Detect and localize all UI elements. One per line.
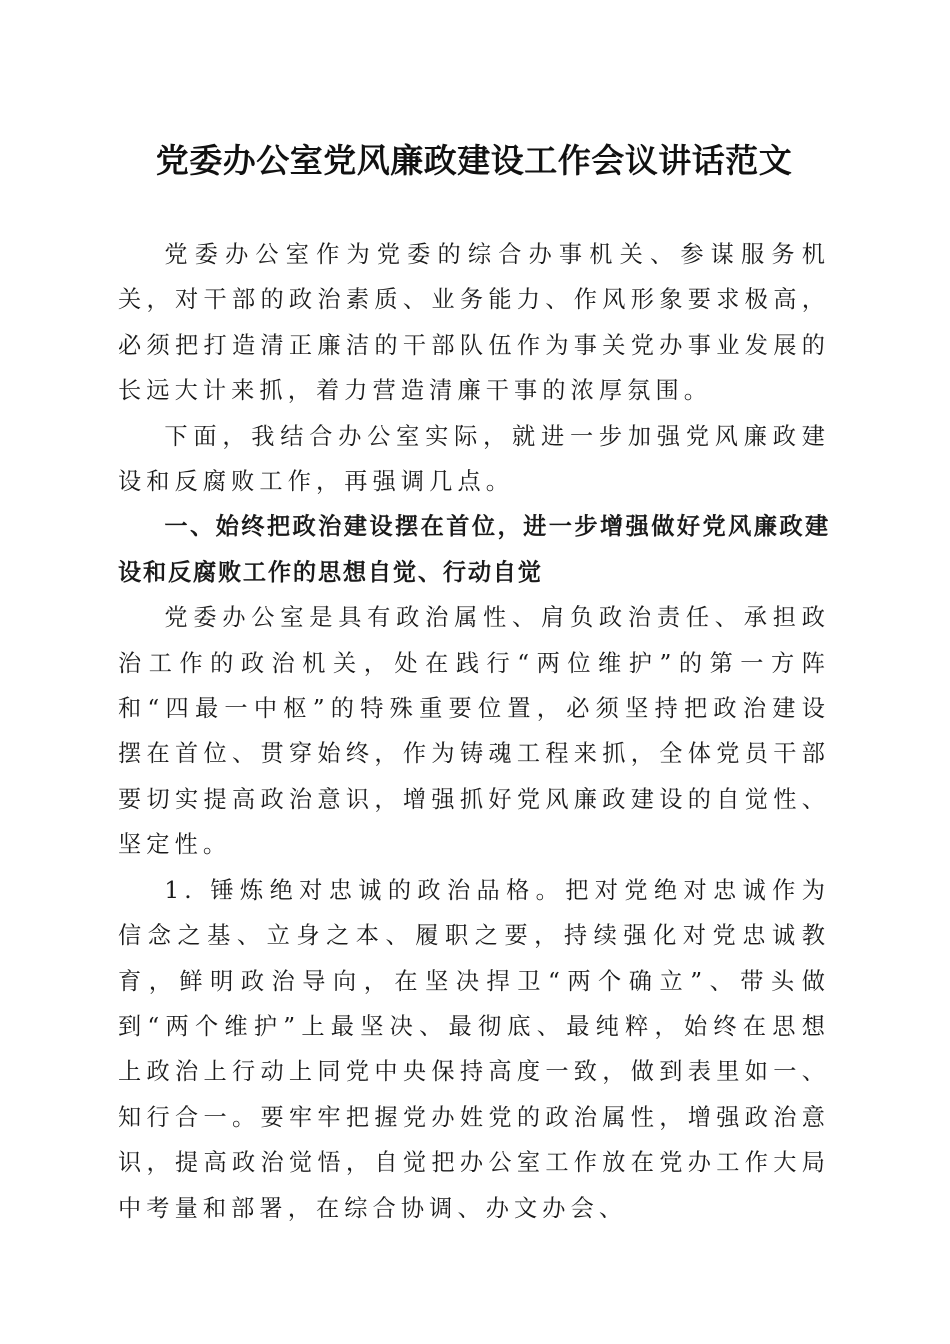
section-heading-1: 一、始终把政治建设摆在首位，进一步增强做好党风廉政建设和反腐败工作的思想自觉、行动自觉	[118, 513, 830, 586]
paragraph-transition: 下面，我结合办公室实际，就进一步加强党风廉政建设和反腐败工作，再强调几点。	[118, 422, 830, 496]
paragraph-intro: 党委办公室作为党委的综合办事机关、参谋服务机关，对干部的政治素质、业务能力、作风形象要求极高，必须把打造清正廉洁的干部队伍作为事关党办事业发展的长远大计来抓，着力营造清廉干事的浓厚氛围。	[118, 241, 830, 405]
document-title: 党委办公室党风廉政建设工作会议讲话范文	[155, 141, 793, 180]
paragraph-section-1: 党委办公室是具有政治属性、肩负政治责任、承担政治工作的政治机关，处在践行“两位维护”的第一方阵和“四最一中枢”的特殊重要位置，必须坚持把政治建设摆在首位、贯穿始终，作为铸魂工程来抓，全体党员干部要切实提高政治意识，增强抓好党风廉政建设的自觉性、坚定性。	[118, 604, 830, 859]
document-body	[118, 232, 830, 1231]
paragraph-point-1: 1. 锤炼绝对忠诚的政治品格。把对党绝对忠诚作为信念之基、立身之本、履职之要，持续强化对党忠诚教育，鲜明政治导向，在坚决捍卫“两个确立”、带头做到“两个维护”上最坚决、最彻底、最纯粹，始终在思想上政治上行动上同党中央保持高度一致，做到表里如一、知行合一。要牢牢把握党办姓党的政治属性，增强政治意识，提高政治觉悟，自觉把办公室工作放在党办工作大局中考量和部署，在综合协调、办文办会、	[118, 876, 830, 1222]
